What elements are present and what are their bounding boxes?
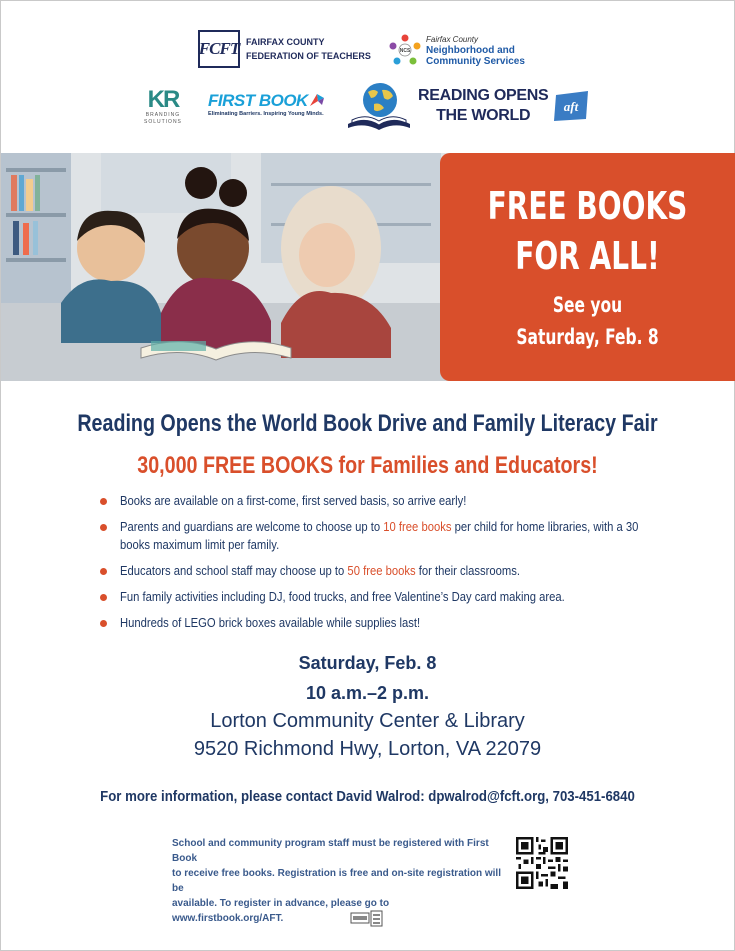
first-book-logo [208,92,324,118]
fcft-line2: FEDERATION OF TEACHERS [246,51,371,61]
bullet-text: Books are available on a first-come, first served basis, so arrive early! [120,494,467,508]
event-address: 9520 Richmond Hwy, Lorton, VA 22079 [193,738,542,760]
kr-mark: KR [147,86,179,113]
ncs-people-icon [388,33,422,67]
rotw-line2: THE WORLD [436,107,531,124]
list-item [100,518,660,554]
event-date: Saturday, Feb. 8 [298,653,437,673]
registration-note [172,836,502,926]
bullet-text: Hundreds of LEGO brick boxes available while supplies last! [120,616,421,630]
fine-line2: to receive free books. Registration is free and on-site registration will be [172,868,501,894]
aft-logo-icon [552,89,592,123]
bullet-icon [100,524,107,531]
first-book-flag-icon [308,92,326,108]
free-books-banner [440,153,735,381]
qr-code-icon[interactable] [516,837,568,889]
bullet-highlight: 10 free books [383,520,452,534]
list-item [100,588,660,606]
globe-book-icon [344,80,414,132]
bullet-icon [100,594,107,601]
bullet-highlight: 50 free books [347,564,416,578]
fcft-line1: FAIRFAX COUNTY [246,37,325,47]
list-item [100,492,660,510]
banner-title [467,181,709,281]
ncs-line2: Community Services [426,55,525,67]
fine-line1: School and community program staff must be registered with First Book [172,838,489,864]
banner-sub-line1: See you [552,293,623,317]
kr-branding-logo [144,88,182,126]
fine-line3: available. To register in advance, please go to www.firstbook.org/AFT. [172,898,390,924]
bullet-icon [100,498,107,505]
bullet-text: Fun family activities including DJ, food trucks, and free Valentine’s Day card making area. [120,590,565,604]
contact-info: For more information, please contact David Walrod: dpwalrod@fcft.org, 703-451-6840 [100,788,635,805]
event-subheadline: 30,000 FREE BOOKS for Families and Educators! [137,452,598,479]
event-headline: Reading Opens the World Book Drive and Family Literacy Fair [77,410,658,437]
list-item [100,614,660,632]
bullet-text-pre: Parents and guardians are welcome to choose up to [120,520,384,534]
reading-opens-the-world-logo [344,80,592,132]
bullet-text-pre: Educators and school staff may choose up to [120,564,348,578]
banner-title-line1: FREE BOOKS [487,184,688,228]
bullet-icon [100,568,107,575]
ncs-mark-text: NCS [399,48,411,54]
event-venue: Lorton Community Center & Library [210,710,525,732]
kr-sub2: SOLUTIONS [144,119,182,125]
ncs-line1: Neighborhood and [426,44,515,56]
ncs-logo [388,33,525,67]
rotw-line1: READING OPENS [418,87,549,104]
aft-mark-text: aft [564,99,579,114]
fcft-logo-text [246,35,371,63]
banner-subtitle [467,289,709,353]
ncs-small: Fairfax County [426,34,479,44]
fcft-logo [198,30,371,68]
first-book-name: FIRST BOOK [208,91,308,110]
union-bug-icon [350,910,384,928]
banner-title-line2: FOR ALL! [515,234,660,278]
first-book-tagline: Eliminating Barriers. Inspiring Young Minds. [208,111,324,117]
bullet-text-post: for their classrooms. [415,564,521,578]
list-item [100,562,660,580]
fcft-logo-mark: FCFT [198,30,240,68]
kr-sub1: BRANDING [145,112,181,118]
event-time: 10 a.m.–2 p.m. [305,683,430,703]
banner-sub-line2: Saturday, Feb. 8 [516,325,659,349]
bullet-text-post: per child for home libraries, with a 30 books maximum limit per family. [120,520,639,552]
details-list [100,492,660,640]
bullet-icon [100,620,107,627]
